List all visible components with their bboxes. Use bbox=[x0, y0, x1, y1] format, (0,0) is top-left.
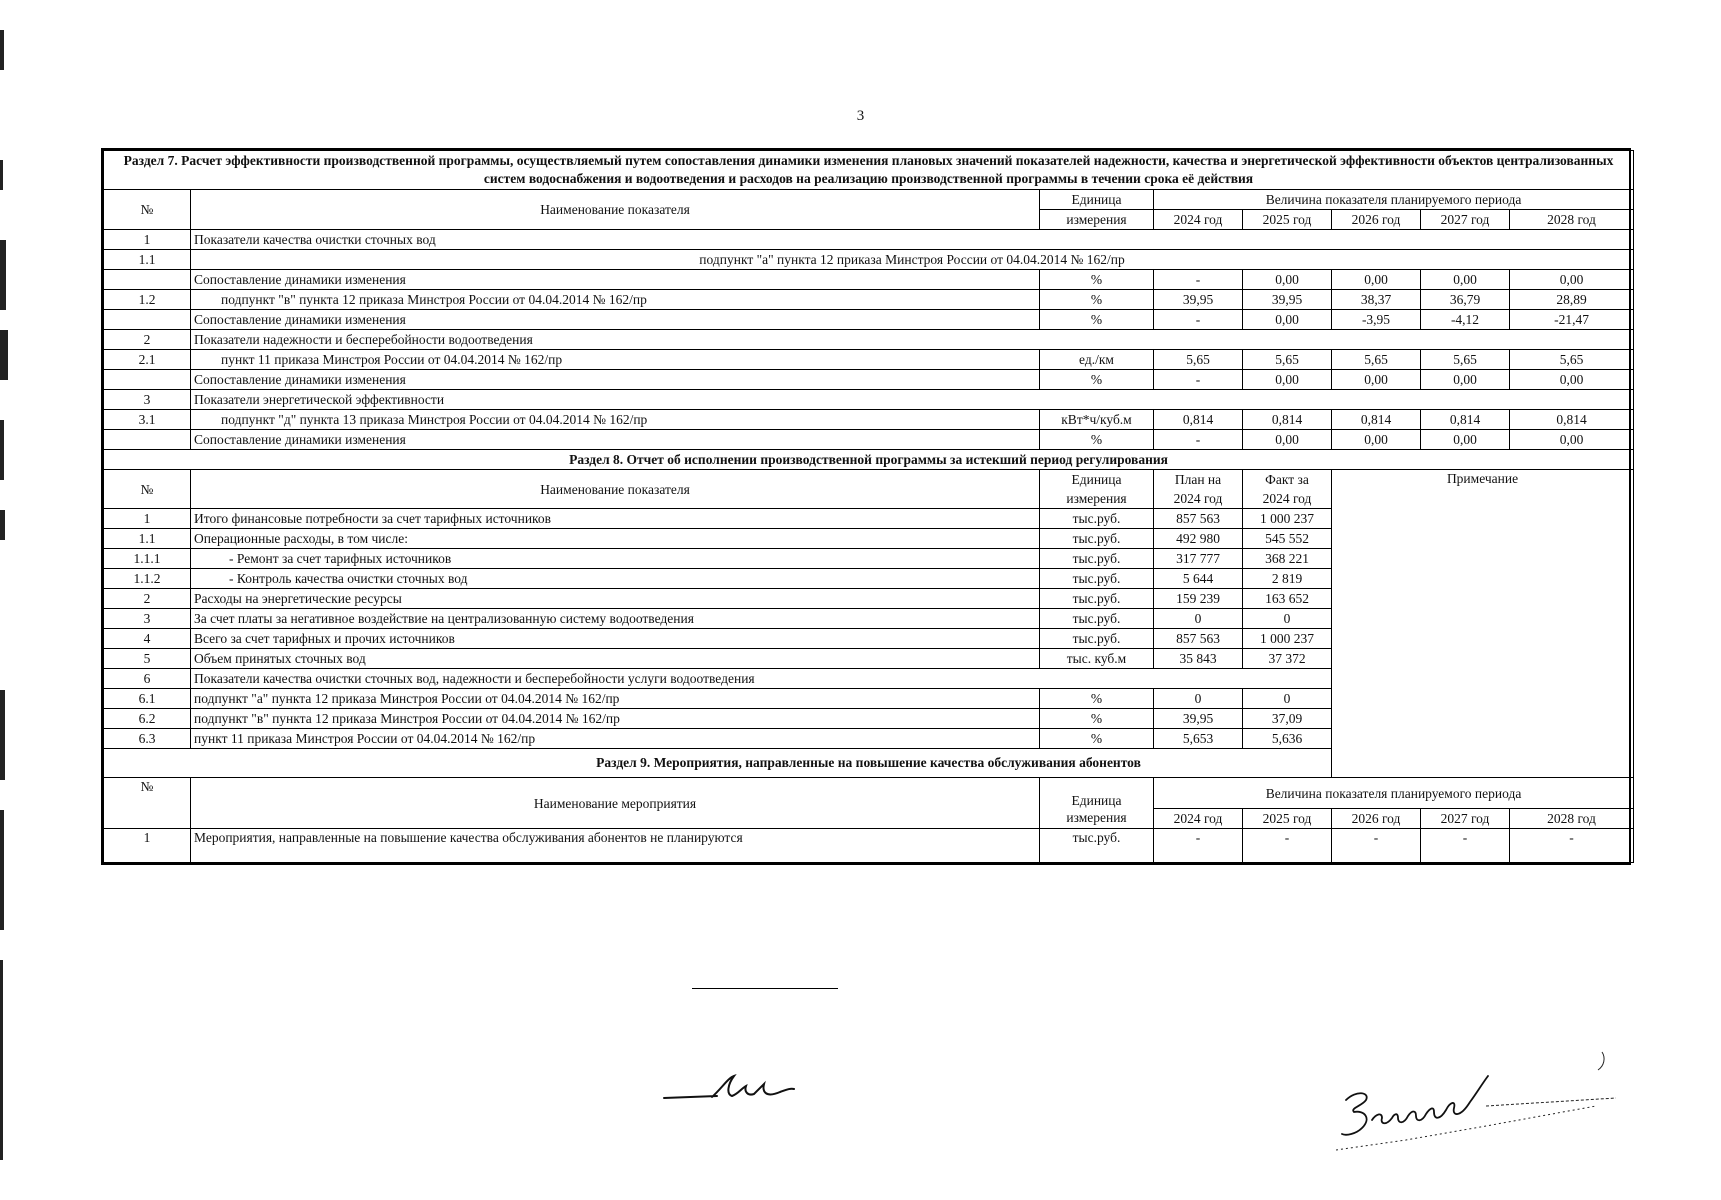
table-row bbox=[104, 330, 1634, 350]
row-name: Расходы на энергетические ресурсы bbox=[191, 589, 1040, 609]
row-value: 0,00 bbox=[1510, 270, 1634, 290]
table-row bbox=[104, 250, 1634, 270]
row-name: Показатели качества очистки сточных вод bbox=[191, 230, 1634, 250]
section7-title: Раздел 7. Расчет эффективности производственной программы, осуществляемый путем сопоставления динамики изменения плановых значений показателей надежности, качества и энергетической эффективности объектов централизованных систем водоснабжения и водоотведения и расходов на реализацию производственной программы в течении срока её действия bbox=[104, 151, 1634, 190]
row-name: - Контроль качества очистки сточных вод bbox=[191, 569, 1040, 589]
report-table bbox=[103, 150, 1634, 863]
row-name: Мероприятия, направленные на повышение качества обслуживания абонентов не планируются bbox=[191, 829, 1040, 863]
row-value: 39,95 bbox=[1154, 290, 1243, 310]
row-name: Сопоставление динамики изменения bbox=[191, 270, 1040, 290]
row-value: -4,12 bbox=[1421, 310, 1510, 330]
row-name: Показатели энергетической эффективности bbox=[191, 390, 1634, 410]
row-value: 5,65 bbox=[1332, 350, 1421, 370]
row-unit: тыс.руб. bbox=[1040, 549, 1154, 569]
section9-title: Раздел 9. Мероприятия, направленные на повышение качества обслуживания абонентов bbox=[104, 749, 1634, 778]
row-fact: 0 bbox=[1243, 689, 1332, 709]
row-value: 5,65 bbox=[1510, 350, 1634, 370]
row-value: 38,37 bbox=[1332, 290, 1421, 310]
row-value: 0,00 bbox=[1243, 310, 1332, 330]
row-unit: тыс.руб. bbox=[1040, 529, 1154, 549]
s7-year: 2028 год bbox=[1510, 210, 1634, 230]
row-no: 4 bbox=[104, 629, 191, 649]
row-name: подпункт "в" пункта 12 приказа Минстроя России от 04.04.2014 № 162/пр bbox=[191, 290, 1040, 310]
row-name: - Ремонт за счет тарифных источников bbox=[191, 549, 1040, 569]
row-no bbox=[104, 310, 191, 330]
row-fact: 1 000 237 bbox=[1243, 629, 1332, 649]
s9-year: 2024 год bbox=[1154, 809, 1243, 829]
row-plan: 317 777 bbox=[1154, 549, 1243, 569]
row-value: - bbox=[1421, 829, 1510, 863]
s9-col-name: Наименование мероприятия bbox=[191, 778, 1040, 829]
row-value: - bbox=[1154, 370, 1243, 390]
separator-line bbox=[692, 988, 838, 989]
row-unit: % bbox=[1040, 270, 1154, 290]
row-value: 0,814 bbox=[1332, 410, 1421, 430]
table-row bbox=[104, 370, 1634, 390]
row-value: - bbox=[1154, 430, 1243, 450]
table-row bbox=[104, 430, 1634, 450]
report-document bbox=[101, 148, 1631, 865]
row-value: 0,00 bbox=[1332, 430, 1421, 450]
s8-col-plan-2: 2024 год bbox=[1154, 489, 1243, 509]
row-value: 0,00 bbox=[1510, 370, 1634, 390]
row-value: 0,00 bbox=[1421, 270, 1510, 290]
row-unit: тыс.руб. bbox=[1040, 569, 1154, 589]
row-value: 5,65 bbox=[1154, 350, 1243, 370]
s9-col-no: № bbox=[104, 778, 191, 829]
s8-col-note: Примечание bbox=[1332, 470, 1634, 778]
s7-col-name: Наименование показателя bbox=[191, 190, 1040, 230]
row-no bbox=[104, 430, 191, 450]
row-unit: тыс.руб. bbox=[1040, 829, 1154, 863]
row-unit: % bbox=[1040, 689, 1154, 709]
row-plan: 0 bbox=[1154, 689, 1243, 709]
row-name: Показатели качества очистки сточных вод, надежности и бесперебойности услуги водоотведения bbox=[191, 669, 1332, 689]
s7-col-no: № bbox=[104, 190, 191, 230]
row-value: 39,95 bbox=[1243, 290, 1332, 310]
row-value: 0,00 bbox=[1421, 430, 1510, 450]
row-value: - bbox=[1154, 310, 1243, 330]
row-no: 3.1 bbox=[104, 410, 191, 430]
row-plan: 159 239 bbox=[1154, 589, 1243, 609]
row-no: 1.2 bbox=[104, 290, 191, 310]
row-value: - bbox=[1154, 829, 1243, 863]
row-value: 5,65 bbox=[1421, 350, 1510, 370]
row-value: - bbox=[1243, 829, 1332, 863]
row-fact: 37,09 bbox=[1243, 709, 1332, 729]
s7-col-unit-2: измерения bbox=[1040, 210, 1154, 230]
table-row bbox=[104, 390, 1634, 410]
row-no: 6 bbox=[104, 669, 191, 689]
row-fact: 5,636 bbox=[1243, 729, 1332, 749]
row-no: 1.1 bbox=[104, 250, 191, 270]
row-no: 1.1 bbox=[104, 529, 191, 549]
row-plan: 5,653 bbox=[1154, 729, 1243, 749]
row-unit: % bbox=[1040, 729, 1154, 749]
table-row bbox=[104, 290, 1634, 310]
row-value: 0,814 bbox=[1510, 410, 1634, 430]
row-unit: % bbox=[1040, 290, 1154, 310]
row-no: 3 bbox=[104, 609, 191, 629]
row-no: 1.1.2 bbox=[104, 569, 191, 589]
row-no: 1 bbox=[104, 829, 191, 863]
s7-year: 2027 год bbox=[1421, 210, 1510, 230]
row-name: подпункт "а" пункта 12 приказа Минстроя России от 04.04.2014 № 162/пр bbox=[191, 689, 1040, 709]
row-name: подпункт "д" пункта 13 приказа Минстроя России от 04.04.2014 № 162/пр bbox=[191, 410, 1040, 430]
row-name: подпункт "в" пункта 12 приказа Минстроя России от 04.04.2014 № 162/пр bbox=[191, 709, 1040, 729]
table-row bbox=[104, 230, 1634, 250]
s9-year: 2026 год bbox=[1332, 809, 1421, 829]
row-fact: 545 552 bbox=[1243, 529, 1332, 549]
row-no: 6.2 bbox=[104, 709, 191, 729]
row-unit: тыс. куб.м bbox=[1040, 649, 1154, 669]
row-no bbox=[104, 270, 191, 290]
row-value: 36,79 bbox=[1421, 290, 1510, 310]
row-fact: 37 372 bbox=[1243, 649, 1332, 669]
row-unit: ед./км bbox=[1040, 350, 1154, 370]
row-plan: 857 563 bbox=[1154, 509, 1243, 529]
s8-col-fact-2: 2024 год bbox=[1243, 489, 1332, 509]
row-value: 0,00 bbox=[1332, 370, 1421, 390]
s8-col-unit: Единица bbox=[1040, 470, 1154, 490]
row-value: 28,89 bbox=[1510, 290, 1634, 310]
row-value: 5,65 bbox=[1243, 350, 1332, 370]
row-no: 5 bbox=[104, 649, 191, 669]
row-unit: тыс.руб. bbox=[1040, 609, 1154, 629]
row-name: Объем принятых сточных вод bbox=[191, 649, 1040, 669]
row-unit: кВт*ч/куб.м bbox=[1040, 410, 1154, 430]
row-value: 0,00 bbox=[1243, 430, 1332, 450]
row-plan: 39,95 bbox=[1154, 709, 1243, 729]
scan-edge bbox=[0, 0, 10, 1200]
s7-year: 2025 год bbox=[1243, 210, 1332, 230]
row-unit: % bbox=[1040, 430, 1154, 450]
row-name: Сопоставление динамики изменения bbox=[191, 370, 1040, 390]
signature-left bbox=[662, 1068, 832, 1108]
row-no: 6.1 bbox=[104, 689, 191, 709]
table-row bbox=[104, 350, 1634, 370]
row-plan: 857 563 bbox=[1154, 629, 1243, 649]
row-no: 2 bbox=[104, 330, 191, 350]
s7-col-period: Величина показателя планируемого периода bbox=[1154, 190, 1634, 210]
row-name: Всего за счет тарифных и прочих источников bbox=[191, 629, 1040, 649]
row-name: Итого финансовые потребности за счет тарифных источников bbox=[191, 509, 1040, 529]
row-value: - bbox=[1332, 829, 1421, 863]
row-name: Операционные расходы, в том числе: bbox=[191, 529, 1040, 549]
row-plan: 0 bbox=[1154, 609, 1243, 629]
row-name: Показатели надежности и бесперебойности водоотведения bbox=[191, 330, 1634, 350]
row-name: За счет платы за негативное воздействие на централизованную систему водоотведения bbox=[191, 609, 1040, 629]
row-value: 0,00 bbox=[1243, 370, 1332, 390]
row-unit: тыс.руб. bbox=[1040, 509, 1154, 529]
row-value: -21,47 bbox=[1510, 310, 1634, 330]
row-name: Сопоставление динамики изменения bbox=[191, 310, 1040, 330]
s9-year: 2028 год bbox=[1510, 809, 1634, 829]
row-unit: % bbox=[1040, 370, 1154, 390]
row-no: 3 bbox=[104, 390, 191, 410]
row-value: 0,00 bbox=[1243, 270, 1332, 290]
s9-col-unit: Единица bbox=[1040, 778, 1154, 809]
s7-col-unit: Единица bbox=[1040, 190, 1154, 210]
row-fact: 368 221 bbox=[1243, 549, 1332, 569]
table-row bbox=[104, 310, 1634, 330]
s9-col-period: Величина показателя планируемого периода bbox=[1154, 778, 1634, 809]
row-unit: тыс.руб. bbox=[1040, 629, 1154, 649]
row-no: 1 bbox=[104, 509, 191, 529]
row-value: - bbox=[1154, 270, 1243, 290]
page-number: 3 bbox=[856, 108, 865, 124]
signature-right bbox=[1336, 1040, 1636, 1160]
row-value: 0,814 bbox=[1421, 410, 1510, 430]
s8-col-fact: Факт за bbox=[1243, 470, 1332, 490]
s9-year: 2027 год bbox=[1421, 809, 1510, 829]
row-fact: 1 000 237 bbox=[1243, 509, 1332, 529]
row-value: - bbox=[1510, 829, 1634, 863]
table-row bbox=[104, 410, 1634, 430]
row-no: 2 bbox=[104, 589, 191, 609]
row-unit: % bbox=[1040, 310, 1154, 330]
row-unit: тыс.руб. bbox=[1040, 589, 1154, 609]
section8-title: Раздел 8. Отчет об исполнении производственной программы за истекший период регулирования bbox=[104, 450, 1634, 470]
s8-col-name: Наименование показателя bbox=[191, 470, 1040, 509]
row-name: Сопоставление динамики изменения bbox=[191, 430, 1040, 450]
s9-col-unit-2: измерения bbox=[1040, 809, 1154, 829]
s7-year: 2024 год bbox=[1154, 210, 1243, 230]
row-value: 0,814 bbox=[1154, 410, 1243, 430]
row-plan: 35 843 bbox=[1154, 649, 1243, 669]
row-name: пункт 11 приказа Минстроя России от 04.04.2014 № 162/пр bbox=[191, 350, 1040, 370]
row-plan: 492 980 bbox=[1154, 529, 1243, 549]
row-fact: 2 819 bbox=[1243, 569, 1332, 589]
s8-col-no: № bbox=[104, 470, 191, 509]
row-no: 1.1.1 bbox=[104, 549, 191, 569]
row-no: 2.1 bbox=[104, 350, 191, 370]
table-row bbox=[104, 829, 1634, 863]
s8-col-unit-2: измерения bbox=[1040, 489, 1154, 509]
row-no: 6.3 bbox=[104, 729, 191, 749]
row-fact: 0 bbox=[1243, 609, 1332, 629]
s8-col-plan: План на bbox=[1154, 470, 1243, 490]
table-row bbox=[104, 270, 1634, 290]
s9-year: 2025 год bbox=[1243, 809, 1332, 829]
row-unit: % bbox=[1040, 709, 1154, 729]
row-no bbox=[104, 370, 191, 390]
row-name: подпункт "а" пункта 12 приказа Минстроя России от 04.04.2014 № 162/пр bbox=[191, 250, 1634, 270]
row-value: 0,814 bbox=[1243, 410, 1332, 430]
row-fact: 163 652 bbox=[1243, 589, 1332, 609]
row-value: 0,00 bbox=[1421, 370, 1510, 390]
row-value: 0,00 bbox=[1510, 430, 1634, 450]
row-value: 0,00 bbox=[1332, 270, 1421, 290]
s7-year: 2026 год bbox=[1332, 210, 1421, 230]
row-no: 1 bbox=[104, 230, 191, 250]
row-value: -3,95 bbox=[1332, 310, 1421, 330]
row-name: пункт 11 приказа Минстроя России от 04.04.2014 № 162/пр bbox=[191, 729, 1040, 749]
row-plan: 5 644 bbox=[1154, 569, 1243, 589]
